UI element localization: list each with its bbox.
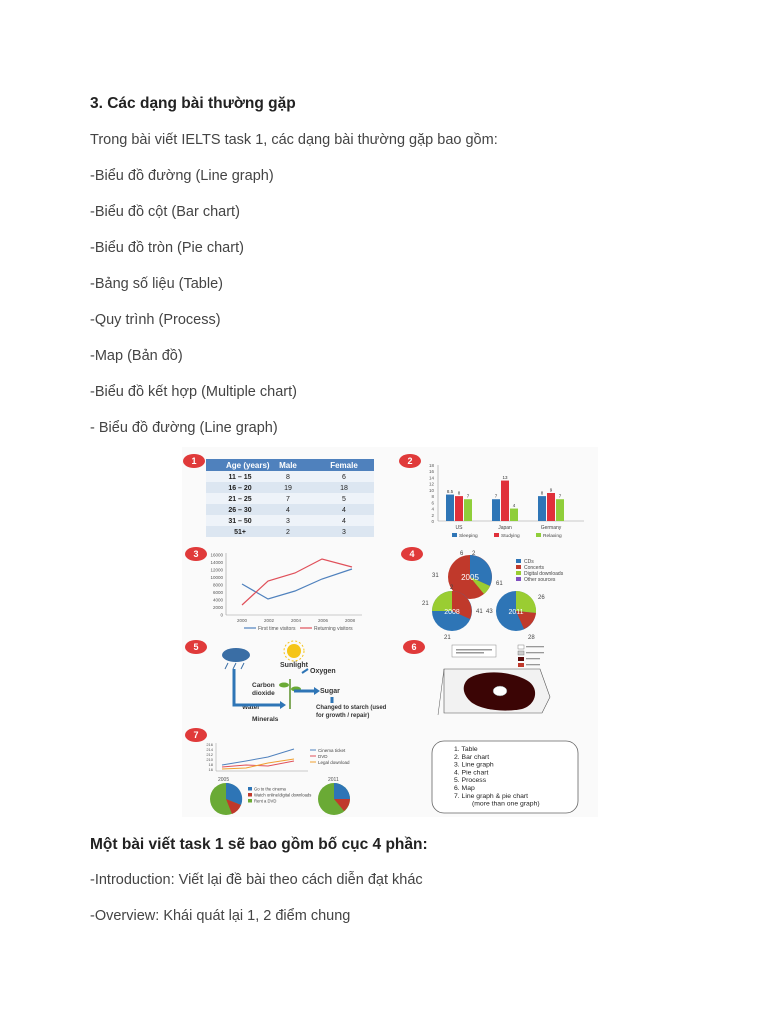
multi-legend-label: DVD <box>318 754 328 759</box>
table-cell-male: 2 <box>286 529 290 536</box>
summary-line: 1. Table <box>454 746 478 753</box>
pie-legend-swatch <box>516 577 521 581</box>
line-xtick: 2004 <box>290 618 302 623</box>
multi-ytick: 212 <box>206 752 213 757</box>
bar-mark <box>455 496 463 521</box>
bar-ytick: 10 <box>428 487 434 493</box>
bar-ytick: 2 <box>431 512 434 518</box>
table-cell-age: 16 – 20 <box>228 485 252 492</box>
table-cell-male: 4 <box>286 507 290 514</box>
list-item-process: -Quy trình (Process) <box>90 312 221 328</box>
list-item-map: -Map (Bản đồ) <box>90 348 183 364</box>
table-header-female: Female <box>330 461 358 470</box>
table-cell-male: 7 <box>286 496 290 503</box>
pie-legend-label: Digital downloads <box>524 571 564 577</box>
summary-box <box>432 741 578 813</box>
bar-mark <box>556 499 564 521</box>
bar-xtick: Germany <box>540 525 562 531</box>
bar-legend-label: Studying <box>501 534 520 539</box>
bar-legend-label: Relaxing <box>543 534 562 539</box>
pie-label-2011: 2011 <box>508 609 524 616</box>
process-sunlight: Sunlight <box>280 662 308 669</box>
bar-ytick: 14 <box>428 475 434 481</box>
bar-ytick: 6 <box>431 500 434 506</box>
line-legend-returning: Returning visitors <box>314 626 353 632</box>
pie-legend-swatch <box>516 571 521 575</box>
multi-pie-label-2011: 2011 <box>328 777 339 783</box>
line-ytick: 2000 <box>212 605 223 610</box>
table-cell-female: 4 <box>342 518 346 525</box>
task1-types-figure <box>182 447 598 817</box>
pie-legend-label: Concerts <box>524 565 545 571</box>
bar-data-label: 9 <box>549 487 553 493</box>
process-sugar: Sugar <box>320 688 340 695</box>
list-item-table: -Bảng số liệu (Table) <box>90 276 223 292</box>
process-carbon: Carbon <box>252 682 275 689</box>
line-xtick: 2002 <box>263 618 275 623</box>
pie-value-10: 26 <box>538 595 545 601</box>
bar-ytick: 4 <box>431 506 434 512</box>
table-cell-age: 11 – 15 <box>228 474 252 481</box>
line-xtick: 2008 <box>344 618 356 623</box>
process-starch-2: for growth / repair) <box>316 713 370 719</box>
table-row <box>206 526 374 537</box>
multi-pie-legend-swatch <box>248 787 252 791</box>
table-cell-male: 19 <box>284 485 292 492</box>
bar-mark <box>538 496 546 521</box>
bar-data-label: 7 <box>558 493 562 499</box>
pie-value-9: 43 <box>486 609 493 615</box>
table-cell-age: 21 – 25 <box>228 496 252 503</box>
bar-data-label: 4 <box>512 503 516 509</box>
multi-pie-legend-swatch <box>248 793 252 797</box>
table-cell-male: 8 <box>286 474 290 481</box>
badge-7: 7 <box>193 730 199 740</box>
pie-value-5: 21 <box>422 601 429 607</box>
multi-ytick: 16 <box>208 767 213 772</box>
pie-legend-label: Other sources <box>524 577 556 583</box>
part-introduction: -Introduction: Viết lại đề bài theo cách diễn đạt khác <box>90 872 423 888</box>
bar-legend-swatch <box>452 533 457 537</box>
line-ytick: 12000 <box>210 567 223 573</box>
process-starch-1: Changed to starch (used <box>316 705 387 711</box>
line-legend-first: First time visitors <box>258 626 296 632</box>
multi-ytick: 214 <box>206 747 213 752</box>
badge-4: 4 <box>409 549 415 559</box>
summary-line: 7. Line graph & pie chart <box>454 792 529 800</box>
badge-6: 6 <box>411 642 417 652</box>
bar-data-label: 7 <box>494 493 498 499</box>
line-ytick: 4000 <box>212 597 223 603</box>
multi-ytick: 18 <box>208 762 213 767</box>
bar-data-label: 8 <box>540 490 544 496</box>
bar-mark <box>547 493 555 521</box>
bar-ytick: 18 <box>428 463 434 468</box>
multi-pie-legend-label: Rent a DVD <box>254 798 277 804</box>
pie-value-6: 2 <box>450 585 454 591</box>
multi-legend-label: Legal download <box>318 760 350 765</box>
intro-text: Trong bài viết IELTS task 1, các dạng bài thường gặp bao gồm: <box>90 132 498 148</box>
table-cell-age: 51+ <box>234 529 246 536</box>
summary-line: 6. Map <box>454 785 475 792</box>
part-overview: -Overview: Khái quát lại 1, 2 điểm chung <box>90 908 351 924</box>
pie-value-1: 6 <box>460 551 464 557</box>
line-ytick: 6000 <box>212 590 223 595</box>
bar-mark <box>501 481 509 521</box>
summary-line: (more than one graph) <box>472 800 540 808</box>
multi-pie-label-2005: 2005 <box>218 777 230 783</box>
section-heading: 3. Các dạng bài thường gặp <box>90 95 296 112</box>
multi-ytick: 210 <box>206 757 213 762</box>
pie-value-7: 41 <box>476 609 483 615</box>
multi-pie-legend-label: Go to the cinema <box>254 786 286 792</box>
table-cell-female: 5 <box>342 496 346 503</box>
bar-legend-swatch <box>536 533 541 537</box>
pie-value-3: 31 <box>432 573 439 579</box>
line-xtick: 2000 <box>236 618 248 623</box>
table-cell-male: 3 <box>286 518 290 525</box>
table-header-age: Age (years) <box>226 461 270 470</box>
table-cell-female: 18 <box>340 485 348 492</box>
process-oxygen: Oxygen <box>310 668 336 675</box>
multi-pie-legend-swatch <box>248 799 252 803</box>
summary-line: 2. Bar chart <box>454 753 490 761</box>
bar-data-label: 8.5 <box>446 489 454 495</box>
line-ytick: 8000 <box>212 582 223 588</box>
bar-data-label: 8 <box>457 490 461 496</box>
process-water: Water <box>242 704 260 711</box>
pie-legend-swatch <box>516 565 521 569</box>
summary-line: 5. Process <box>454 777 487 785</box>
pie-value-2: 2 <box>472 551 476 557</box>
bar-ytick: 8 <box>431 494 434 500</box>
line-ytick: 0 <box>220 612 223 618</box>
line-ytick: 14000 <box>210 560 223 565</box>
summary-line: 4. Pie chart <box>454 769 489 777</box>
bar-mark <box>446 495 454 521</box>
process-dioxide: dioxide <box>252 690 275 697</box>
multi-legend-label: Cinema ticket <box>318 748 346 753</box>
line-xtick: 2006 <box>317 618 329 623</box>
badge-5: 5 <box>193 642 199 652</box>
bar-xtick: Japan <box>498 525 512 531</box>
structure-heading: Một bài viết task 1 sẽ bao gồm bố cục 4 phần: <box>90 836 428 853</box>
table-cell-age: 31 – 50 <box>228 518 252 525</box>
bar-data-label: 13 <box>502 475 508 481</box>
badge-2: 2 <box>407 456 413 466</box>
bar-mark <box>492 499 500 521</box>
list-item-pie-chart: -Biểu đồ tròn (Pie chart) <box>90 240 244 256</box>
pie-value-8: 21 <box>444 635 451 641</box>
table-cell-female: 3 <box>342 529 346 536</box>
pie-value-11: 28 <box>528 635 535 641</box>
list-item-bar-chart: -Biểu đồ cột (Bar chart) <box>90 204 240 220</box>
bar-ytick: 12 <box>428 481 434 487</box>
bar-xtick: US <box>455 525 463 531</box>
list-item-line-graph: -Biểu đồ đường (Line graph) <box>90 168 274 184</box>
bar-mark <box>464 499 472 521</box>
pie-label-2005: 2005 <box>461 573 479 582</box>
bar-legend-label: Sleeping <box>459 534 478 539</box>
table-header-male: Male <box>279 461 297 470</box>
multi-ytick: 216 <box>206 742 213 747</box>
pie-legend-label: CDs <box>524 559 534 565</box>
badge-1: 1 <box>191 456 197 466</box>
pie-value-4: 61 <box>496 581 503 587</box>
pie-legend-swatch <box>516 559 521 563</box>
table-cell-age: 26 – 30 <box>228 507 252 514</box>
bar-data-label: 7 <box>466 493 470 499</box>
pie-label-2008: 2008 <box>444 609 460 616</box>
badge-3: 3 <box>193 549 199 559</box>
list-item-multiple-chart: -Biểu đồ kết hợp (Multiple chart) <box>90 384 297 400</box>
bar-ytick: 0 <box>431 519 434 524</box>
bar-legend-swatch <box>494 533 499 537</box>
process-minerals: Minerals <box>252 716 279 723</box>
panel-table <box>206 459 374 537</box>
summary-line: 3. Line graph <box>454 761 494 769</box>
line-ytick: 10000 <box>210 575 223 580</box>
bar-mark <box>510 509 518 521</box>
multi-pie-legend-label: Watch online/digital downloads <box>254 792 312 798</box>
line-ytick: 16000 <box>210 552 223 558</box>
list-item-line-graph-2: - Biểu đồ đường (Line graph) <box>90 420 278 436</box>
table-cell-female: 4 <box>342 507 346 514</box>
table-cell-female: 6 <box>342 474 346 481</box>
bar-ytick: 16 <box>428 469 434 475</box>
